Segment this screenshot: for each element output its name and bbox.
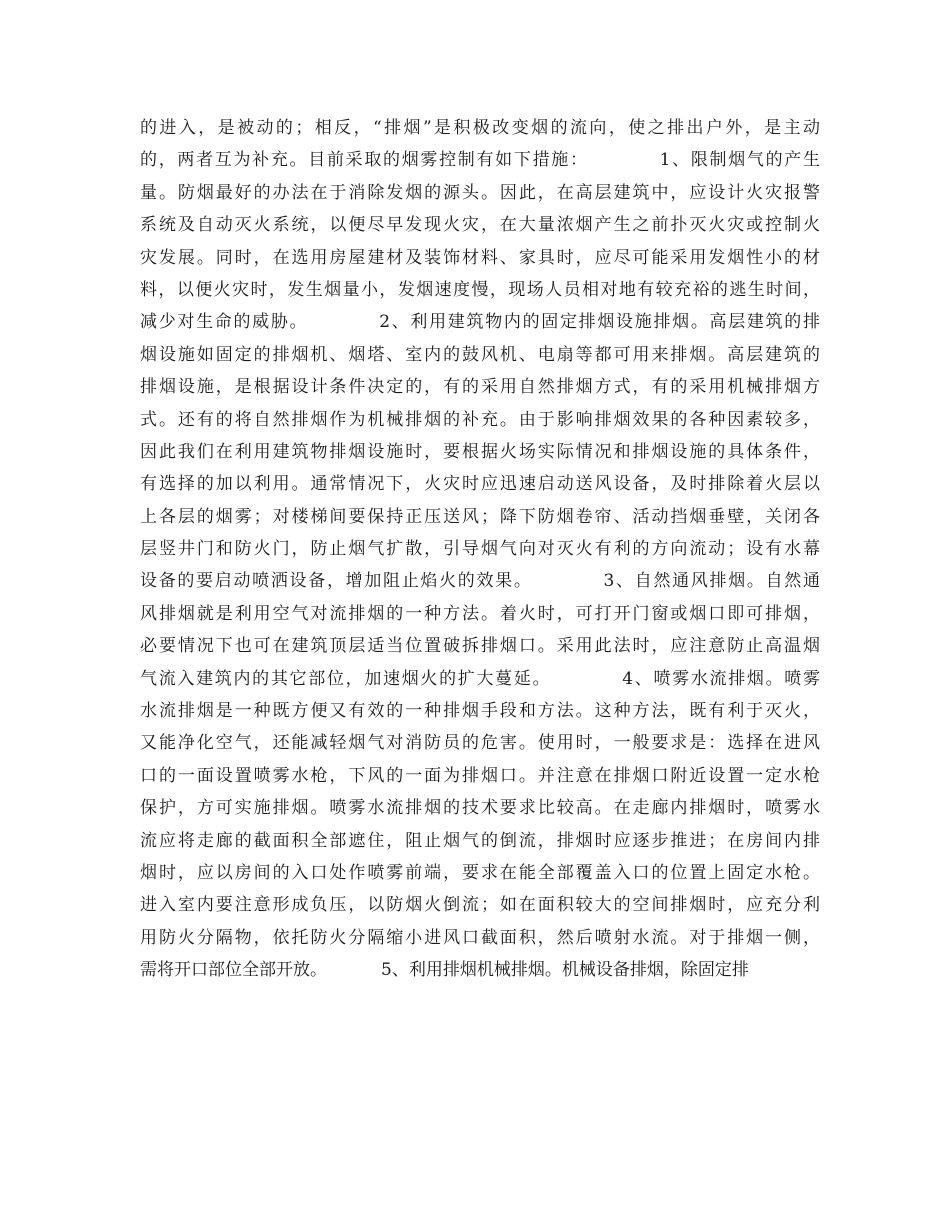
text-line: 进入室内要注意形成负压，以防烟火倒流；如在面积较大的空间排烟时，应充分利 xyxy=(140,895,820,916)
text-line: 又能净化空气，还能减轻烟气对消防员的危害。使用时，一般要求是：选择在进风 xyxy=(140,733,820,754)
text-line: 减少对生命的威胁。 2、利用建筑物内的固定排烟设施排烟。高层建筑的排 xyxy=(140,312,820,333)
text-line: 系统及自动灭火系统，以便尽早发现火灾，在大量浓烟产生之前扑灭火灾或控制火 xyxy=(140,215,820,236)
text-line: 上各层的烟雾；对楼梯间要保持正压送风；降下防烟卷帘、活动挡烟垂壁，关闭各 xyxy=(140,506,820,527)
text-line: 气流入建筑内的其它部位，加速烟火的扩大蔓延。 4、喷雾水流排烟。喷雾 xyxy=(140,668,820,689)
text-line: 的进入，是被动的；相反，“排烟”是积极改变烟的流向，使之排出户外，是主动 xyxy=(140,118,820,138)
text-line: 保护，方可实施排烟。喷雾水流排烟的技术要求比较高。在走廊内排烟时，喷雾水 xyxy=(140,798,820,819)
text-line: 料，以便火灾时，发生烟量小，发烟速度慢，现场人员相对地有较充裕的逃生时间， xyxy=(140,279,820,300)
text-line: 流应将走廊的截面积全部遮住，阻止烟气的倒流，排烟时应逐步推进；在房间内排 xyxy=(140,830,820,851)
text-line: 排烟设施，是根据设计条件决定的，有的采用自然排烟方式，有的采用机械排烟方 xyxy=(140,377,820,398)
text-line: 需将开口部位全部开放。 5、利用排烟机械排烟。机械设备排烟，除固定排 xyxy=(140,960,749,981)
text-line: 用防火分隔物，依托防火分隔缩小进风口截面积，然后喷射水流。对于排烟一侧， xyxy=(140,927,820,948)
text-line: 的，两者互为补充。目前采取的烟雾控制有如下措施： 1、限制烟气的产生 xyxy=(140,150,820,171)
text-line: 量。防烟最好的办法在于消除发烟的源头。因此，在高层建筑中，应设计火灾报警 xyxy=(140,182,820,203)
text-line: 风排烟就是利用空气对流排烟的一种方法。着火时，可打开门窗或烟口即可排烟， xyxy=(140,603,820,624)
text-line: 有选择的加以利用。通常情况下，火灾时应迅速启动送风设备，及时排除着火层以 xyxy=(140,474,820,495)
text-line: 口的一面设置喷雾水枪，下风的一面为排烟口。并注意在排烟口附近设置一定水枪 xyxy=(140,765,820,786)
text-line: 必要情况下也可在建筑顶层适当位置破拆排烟口。采用此法时，应注意防止高温烟 xyxy=(140,636,820,657)
text-line: 水流排烟是一种既方便又有效的一种排烟手段和方法。这种方法，既有利于灭火， xyxy=(140,701,820,722)
body-text xyxy=(140,112,820,987)
text-line: 烟时，应以房间的入口处作喷雾前端，要求在能全部覆盖入口的位置上固定水枪。 xyxy=(140,862,820,883)
text-line: 层竖井门和防火门，防止烟气扩散，引导烟气向对灭火有利的方向流动；设有水幕 xyxy=(140,539,820,560)
text-line: 式。还有的将自然排烟作为机械排烟的补充。由于影响排烟效果的各种因素较多， xyxy=(140,409,820,430)
text-line: 设备的要启动喷洒设备，增加阻止焰火的效果。 3、自然通风排烟。自然通 xyxy=(140,571,820,592)
text-line: 灾发展。同时，在选用房屋建材及装饰材料、家具时，应尽可能采用发烟性小的材 xyxy=(140,247,820,268)
text-line: 因此我们在利用建筑物排烟设施时，要根据火场实际情况和排烟设施的具体条件， xyxy=(140,441,820,462)
text-line: 烟设施如固定的排烟机、烟塔、室内的鼓风机、电扇等都可用来排烟。高层建筑的 xyxy=(140,344,820,365)
